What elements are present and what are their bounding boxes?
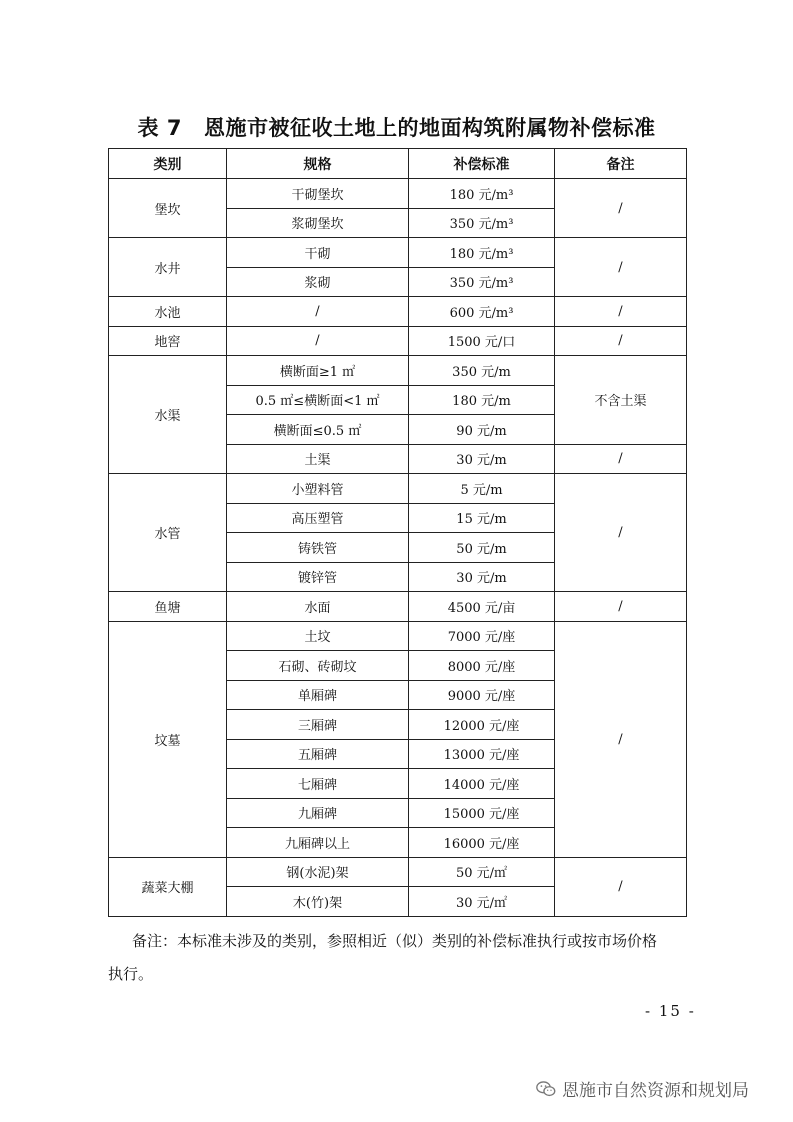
- page-number: - 15 -: [645, 1002, 696, 1020]
- price-cell: 12000 元/座: [409, 710, 555, 740]
- spec-cell: 水面: [227, 592, 409, 622]
- spec-cell: 小塑料管: [227, 474, 409, 504]
- table-row: [109, 857, 687, 887]
- price-cell: 350 元/m³: [409, 208, 555, 238]
- note-cell: /: [555, 592, 687, 622]
- price-cell: 600 元/m³: [409, 297, 555, 327]
- category-cell: 鱼塘: [109, 592, 227, 622]
- spec-cell: 横断面≥1 ㎡: [227, 356, 409, 386]
- price-cell: 5 元/m: [409, 474, 555, 504]
- price-cell: 15000 元/座: [409, 798, 555, 828]
- table-row: [109, 474, 687, 504]
- price-cell: 180 元/m: [409, 385, 555, 415]
- header-category: 类别: [109, 149, 227, 179]
- table-row: [109, 326, 687, 356]
- footnote: [108, 925, 708, 991]
- table-title: 恩施市被征收土地上的地面构筑附属物补偿标准: [203, 116, 656, 140]
- spec-cell: 高压塑管: [227, 503, 409, 533]
- category-cell: 堡坎: [109, 179, 227, 238]
- price-cell: 1500 元/口: [409, 326, 555, 356]
- footnote-line-1: 备注：本标准未涉及的类别，参照相近（似）类别的补偿标准执行或按市场价格: [132, 932, 658, 950]
- spec-cell: 木(竹)架: [227, 887, 409, 917]
- spec-cell: 土渠: [227, 444, 409, 474]
- price-cell: 15 元/m: [409, 503, 555, 533]
- spec-cell: 浆砌: [227, 267, 409, 297]
- spec-cell: 五厢碑: [227, 739, 409, 769]
- category-cell: 坟墓: [109, 621, 227, 857]
- footnote-line-2: 执行。: [108, 965, 154, 983]
- note-cell: /: [555, 297, 687, 327]
- category-cell: 蔬菜大棚: [109, 857, 227, 916]
- note-cell: /: [555, 474, 687, 592]
- table-body: [109, 179, 687, 917]
- header-spec: 规格: [227, 149, 409, 179]
- price-cell: 30 元/㎡: [409, 887, 555, 917]
- spec-cell: 九厢碑以上: [227, 828, 409, 858]
- category-cell: 水渠: [109, 356, 227, 474]
- spec-cell: /: [227, 297, 409, 327]
- price-cell: 50 元/㎡: [409, 857, 555, 887]
- note-cell: /: [555, 238, 687, 297]
- price-cell: 350 元/m: [409, 356, 555, 386]
- price-cell: 90 元/m: [409, 415, 555, 445]
- spec-cell: /: [227, 326, 409, 356]
- spec-cell: 土坟: [227, 621, 409, 651]
- note-cell: /: [555, 857, 687, 916]
- page-title: [0, 112, 793, 142]
- wechat-icon: [536, 1080, 556, 1098]
- price-cell: 14000 元/座: [409, 769, 555, 799]
- table-number: 表 7: [137, 116, 182, 140]
- header-note: 备注: [555, 149, 687, 179]
- price-cell: 30 元/m: [409, 562, 555, 592]
- watermark: [536, 1076, 749, 1101]
- spec-cell: 0.5 ㎡≤横断面<1 ㎡: [227, 385, 409, 415]
- category-cell: 水池: [109, 297, 227, 327]
- spec-cell: 浆砌堡坎: [227, 208, 409, 238]
- watermark-text: 恩施市自然资源和规划局: [562, 1081, 749, 1101]
- category-cell: 地窖: [109, 326, 227, 356]
- table-row: [109, 592, 687, 622]
- spec-cell: 铸铁管: [227, 533, 409, 563]
- spec-cell: 干砌: [227, 238, 409, 268]
- spec-cell: 钢(水泥)架: [227, 857, 409, 887]
- note-cell: /: [555, 444, 687, 474]
- note-cell: /: [555, 621, 687, 857]
- spec-cell: 单厢碑: [227, 680, 409, 710]
- table-row: [109, 179, 687, 209]
- spec-cell: 横断面≤0.5 ㎡: [227, 415, 409, 445]
- table-row: [109, 621, 687, 651]
- price-cell: 7000 元/座: [409, 621, 555, 651]
- price-cell: 16000 元/座: [409, 828, 555, 858]
- price-cell: 13000 元/座: [409, 739, 555, 769]
- spec-cell: 三厢碑: [227, 710, 409, 740]
- price-cell: 8000 元/座: [409, 651, 555, 681]
- price-cell: 9000 元/座: [409, 680, 555, 710]
- price-cell: 180 元/m³: [409, 238, 555, 268]
- note-cell: /: [555, 326, 687, 356]
- compensation-table: [108, 148, 687, 917]
- price-cell: 350 元/m³: [409, 267, 555, 297]
- spec-cell: 干砌堡坎: [227, 179, 409, 209]
- table-header-row: [109, 149, 687, 179]
- spec-cell: 九厢碑: [227, 798, 409, 828]
- table-row: [109, 356, 687, 386]
- price-cell: 30 元/m: [409, 444, 555, 474]
- note-cell: 不含土渠: [555, 356, 687, 445]
- category-cell: 水管: [109, 474, 227, 592]
- spec-cell: 石砌、砖砌坟: [227, 651, 409, 681]
- price-cell: 180 元/m³: [409, 179, 555, 209]
- price-cell: 50 元/m: [409, 533, 555, 563]
- price-cell: 4500 元/亩: [409, 592, 555, 622]
- category-cell: 水井: [109, 238, 227, 297]
- table-row: [109, 297, 687, 327]
- note-cell: /: [555, 179, 687, 238]
- table-row: [109, 238, 687, 268]
- spec-cell: 镀锌管: [227, 562, 409, 592]
- header-price: 补偿标准: [409, 149, 555, 179]
- spec-cell: 七厢碑: [227, 769, 409, 799]
